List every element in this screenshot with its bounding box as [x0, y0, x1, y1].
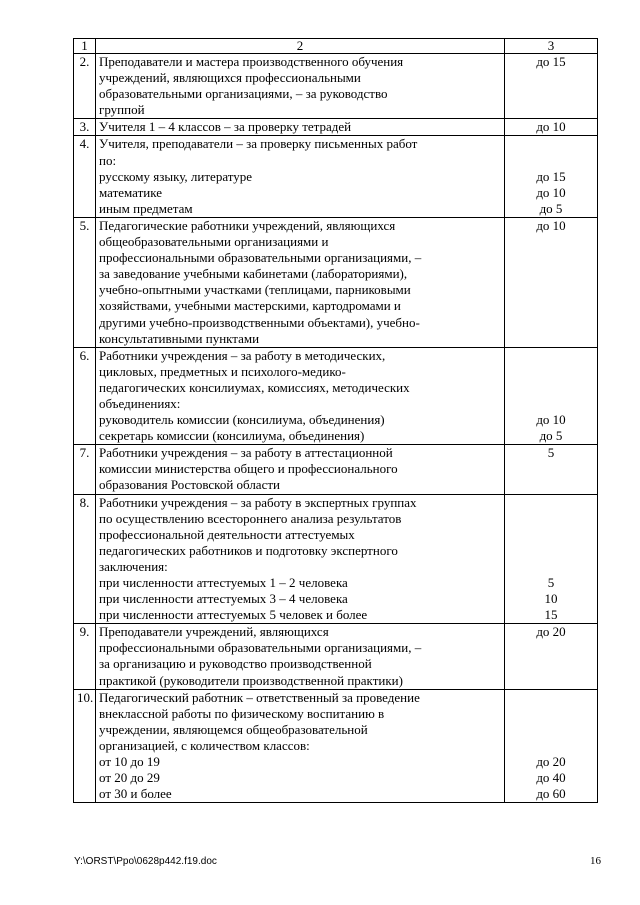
row-description	[96, 445, 505, 494]
value-line	[508, 706, 594, 722]
description-line: при численности аттестуемых 1 – 2 человека	[99, 575, 348, 590]
value-line	[508, 315, 594, 331]
row-value	[505, 624, 598, 689]
value-line	[508, 102, 594, 118]
description-line: Преподаватели учреждений, являющихся	[99, 624, 329, 640]
description-line: при численности аттестуемых 5 человек и более	[99, 607, 368, 623]
row-description	[96, 494, 505, 624]
value-line	[508, 331, 594, 347]
description-line: за заведование учебными кабинетами (лабораториями),	[99, 266, 408, 282]
description-line: при численности аттестуемых 3 – 4 человека	[99, 591, 348, 607]
description-line: руководитель комиссии (консилиума, объединения)	[99, 412, 385, 428]
table-row	[74, 119, 598, 136]
value-line: до 20	[536, 754, 566, 770]
description-line: цикловых, предметных и психолого-медико-	[99, 363, 346, 379]
description-line: профессиональными образовательными организациями, –	[99, 250, 422, 266]
description-line: математике	[99, 184, 162, 200]
description-line: по осуществлению всестороннего анализа результатов	[99, 510, 402, 526]
row-value	[505, 347, 598, 445]
table-row	[74, 54, 598, 119]
description-line: русскому языку, литературе	[99, 168, 253, 184]
value-line	[508, 266, 594, 282]
value-line	[508, 477, 594, 493]
value-line: до 10	[536, 119, 566, 135]
value-line	[508, 559, 594, 575]
description-line: Работники учреждения – за работу в методических,	[99, 347, 386, 363]
row-number: 7.	[74, 445, 96, 494]
table-row	[74, 689, 598, 803]
description-line: учебно-опытными участками (теплицами, парниковыми	[99, 282, 411, 298]
value-line	[508, 234, 594, 250]
row-description	[96, 119, 505, 136]
row-value	[505, 689, 598, 803]
description-line: консультативными пунктами	[99, 330, 260, 346]
value-line	[508, 656, 594, 672]
value-line: до 15	[536, 168, 566, 184]
row-description	[96, 689, 505, 803]
value-line: 15	[544, 607, 558, 623]
description-line: от 10 до 19	[99, 754, 160, 770]
value-line: до 60	[536, 786, 566, 802]
value-line	[508, 364, 594, 380]
description-line: практикой (руководители производственной практики)	[99, 672, 403, 688]
table-row	[74, 347, 598, 445]
value-line	[508, 298, 594, 314]
table-row	[74, 136, 598, 217]
description-line: от 20 до 29	[99, 770, 160, 786]
row-value	[505, 54, 598, 119]
description-line: Педагогический работник – ответственный за проведение	[99, 689, 420, 705]
row-number: 4.	[74, 136, 96, 217]
row-number: 2.	[74, 54, 96, 119]
description-line: профессиональной деятельности аттестуемых	[99, 526, 355, 542]
value-line: до 10	[536, 184, 566, 200]
value-line	[508, 527, 594, 543]
value-line	[508, 250, 594, 266]
value-line	[508, 153, 594, 169]
header-col-1: 1	[74, 39, 96, 54]
page-number: 16	[590, 855, 601, 867]
table-row	[74, 217, 598, 347]
value-line: до 5	[539, 428, 563, 444]
value-line	[508, 348, 594, 364]
row-value	[505, 494, 598, 624]
description-line: иным предметам	[99, 200, 193, 216]
table-row	[74, 624, 598, 689]
header-col-3: 3	[505, 39, 598, 54]
row-value	[505, 136, 598, 217]
row-value	[505, 119, 598, 136]
table-row	[74, 445, 598, 494]
value-line: до 5	[539, 200, 563, 216]
value-line	[508, 543, 594, 559]
value-line: 10	[544, 591, 558, 607]
row-number: 6.	[74, 347, 96, 445]
value-line	[508, 738, 594, 754]
table-header-row	[74, 39, 598, 54]
description-line: другими учебно-производственными объектами), учебно-	[99, 314, 420, 330]
allowance-table	[73, 38, 598, 803]
value-line	[508, 722, 594, 738]
description-line: педагогических консилиумах, комиссиях, методических	[99, 379, 410, 395]
description-line: Преподаватели и мастера производственного обучения	[99, 54, 404, 69]
row-description	[96, 347, 505, 445]
value-line	[508, 86, 594, 102]
description-line: организацией, с количеством классов:	[99, 737, 310, 753]
description-line: Учителя 1 – 4 классов – за проверку тетрадей	[99, 119, 352, 135]
value-line: до 20	[536, 624, 566, 640]
row-number: 9.	[74, 624, 96, 689]
row-description	[96, 624, 505, 689]
description-line: учреждении, являющемся общеобразовательной	[99, 721, 368, 737]
row-description	[96, 217, 505, 347]
description-line: внеклассной работы по физическому воспитанию в	[99, 705, 385, 721]
description-line: образовательными организациями, – за руководство	[99, 86, 388, 102]
file-path: Y:\ORST\Ppo\0628p442.f19.doc	[74, 856, 217, 867]
description-line: объединениях:	[99, 395, 181, 411]
row-number: 10.	[74, 689, 96, 803]
value-line	[508, 136, 594, 152]
row-value	[505, 217, 598, 347]
description-line: педагогических работников и подготовку экспертного	[99, 542, 398, 558]
description-line: заключения:	[99, 558, 168, 574]
description-line: хозяйствами, учебными мастерскими, картодромами и	[99, 298, 401, 314]
value-line: до 10	[536, 217, 566, 233]
description-line: учреждений, являющихся профессиональными	[99, 70, 361, 86]
description-line: профессиональными образовательными организациями, –	[99, 640, 422, 656]
value-line	[508, 640, 594, 656]
description-line: от 30 и более	[99, 786, 172, 802]
value-line	[508, 495, 594, 511]
description-line: Работники учреждения – за работу в экспертных группах	[99, 494, 417, 510]
description-line: общеобразовательными организациями и	[99, 234, 329, 250]
row-number: 5.	[74, 217, 96, 347]
description-line: Работники учреждения – за работу в аттестационной	[99, 445, 393, 461]
header-col-2: 2	[96, 39, 505, 54]
value-line	[508, 380, 594, 396]
row-description	[96, 54, 505, 119]
value-line: 5	[547, 445, 555, 461]
value-line	[508, 461, 594, 477]
value-line: до 40	[536, 770, 566, 786]
value-line	[508, 511, 594, 527]
description-line: за организацию и руководство производственной	[99, 656, 372, 672]
value-line: до 10	[536, 412, 566, 428]
description-line: секретарь комиссии (консилиума, объединения)	[99, 428, 365, 444]
row-description	[96, 136, 505, 217]
value-line	[508, 282, 594, 298]
value-line	[508, 396, 594, 412]
value-line: 5	[547, 575, 555, 590]
value-line	[508, 70, 594, 86]
description-line: Педагогические работники учреждений, являющихся	[99, 217, 396, 233]
value-line	[508, 690, 594, 706]
table-row	[74, 494, 598, 624]
row-value	[505, 445, 598, 494]
description-line: Учителя, преподаватели – за проверку письменных работ	[99, 136, 418, 152]
description-line: группой	[99, 102, 145, 118]
value-line	[508, 673, 594, 689]
row-number: 8.	[74, 494, 96, 624]
value-line: до 15	[536, 54, 566, 69]
description-line: образования Ростовской области	[99, 477, 280, 493]
description-line: комиссии министерства общего и профессионального	[99, 461, 398, 477]
description-line: по:	[99, 152, 117, 168]
row-number: 3.	[74, 119, 96, 136]
